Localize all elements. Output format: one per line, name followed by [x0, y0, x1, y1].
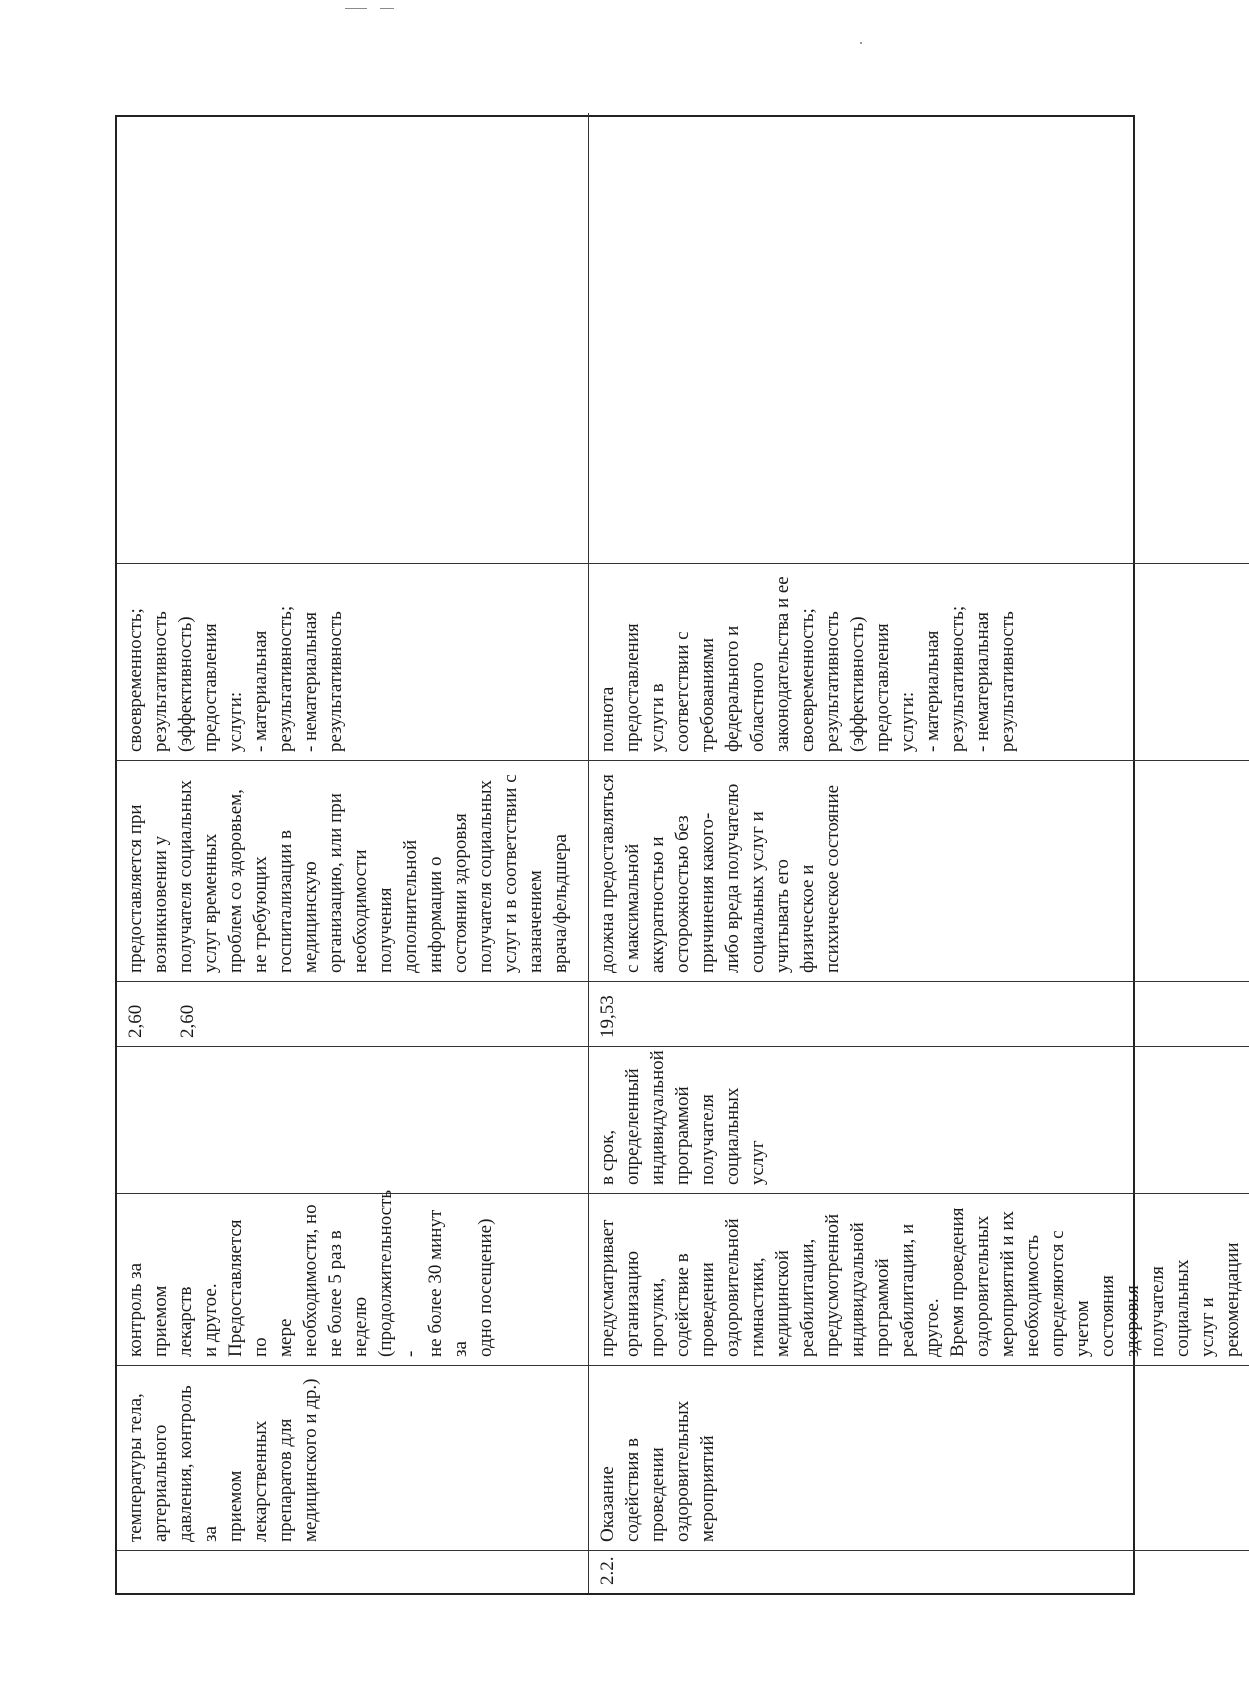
- row2-term: в срок, определенный индивидуальной программой получателя социальных услуг: [589, 1046, 1249, 1193]
- row1-extra: [117, 113, 589, 563]
- row1-service-name: температуры тела, артериального давления, контроль за приемом лекарственных препаратов для медицинского и др.): [117, 1365, 589, 1550]
- row2-conditions: должна предоставляться с максимальной аккуратностью и осторожностью без причинения какого- либо вреда получателю социальных услуг и учитывать его физическое и психическое состояние: [589, 760, 1249, 981]
- services-table: [115, 115, 1243, 1595]
- row1-conditions: предоставляется при возникновении у получателя социальных услуг временных проблем со здоровьем, не требующих госпитализации в медицинскую организацию, или при необходимости получения дополнительной информации о состоянии здоровья получателя социальных услуг и в соответствии с назначением врача/фельдшера: [117, 760, 589, 981]
- scan-artifact-line: [345, 8, 367, 9]
- row2-extra: [589, 113, 1249, 563]
- row1-quality: своевременность; результативность (эффективность) предоставления услуги: - материальная результативность; - нематериальная результативность: [117, 563, 589, 760]
- row1-number: [117, 1550, 589, 1593]
- scan-artifact-dot: [860, 42, 862, 44]
- row1-cost: 2,60 2,60: [117, 981, 589, 1046]
- row2-description: предусматривает организацию прогулки, содействие в проведении оздоровительной гимнастики, медицинской реабилитации, предусмотренной индивидуальной программой реабилитации, и другое. Время проведения оздоровительных мероприятий и их необходимость определяются с учетом состояния здоровья получателя социальных услуг и рекомендации: [589, 1193, 1249, 1365]
- rotated-page-content: [115, 115, 1243, 1595]
- scan-artifact-line: [380, 8, 394, 9]
- row2-cost: 19,53: [589, 981, 1249, 1046]
- row2-number: 2.2.: [589, 1550, 1249, 1593]
- row2-quality: полнота предоставления услуги в соответствии с требованиями федерального и областного законодательства и ее своевременность; результативность (эффективность) предоставления услуги: - материальная результативность; - нематериальная результативность: [589, 563, 1249, 760]
- row2-service-name: Оказание содействия в проведении оздоровительных мероприятий: [589, 1365, 1249, 1550]
- row1-term: [117, 1046, 589, 1193]
- row1-description: контроль за приемом лекарств и другое. Предоставляется по мере необходимости, но не более 5 раз в неделю (продолжительность - не более 30 минут за одно посещение): [117, 1193, 589, 1365]
